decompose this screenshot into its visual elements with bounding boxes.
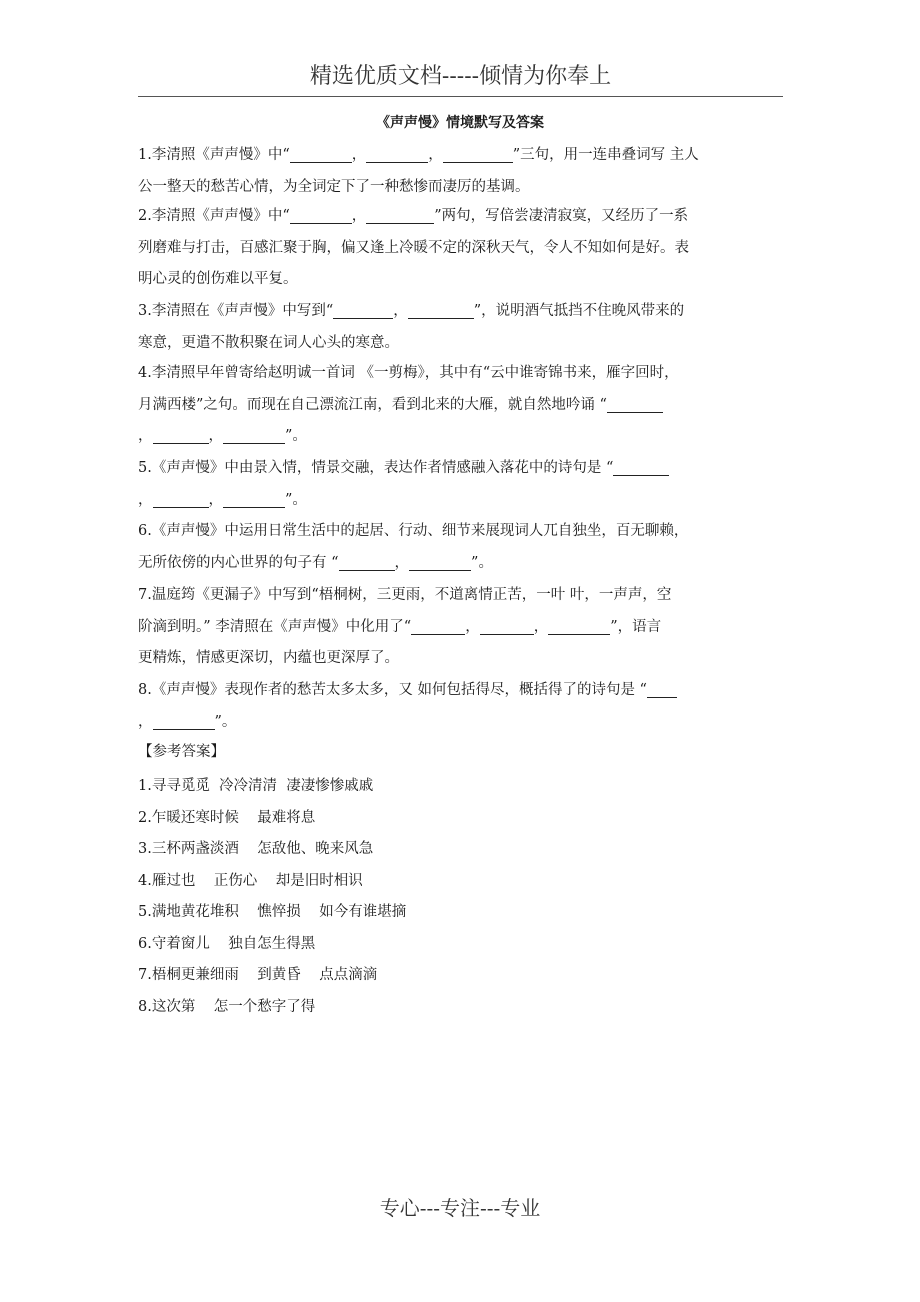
question-text: ”三句，用一连串叠词写 主人 (512, 147, 699, 163)
answer-blank (366, 205, 434, 224)
page-footer: 专心---专注---专业 (379, 1196, 541, 1220)
comma: ， (138, 491, 153, 508)
comma: ， (208, 428, 223, 444)
question-line (138, 612, 783, 644)
question-3 (138, 296, 783, 359)
comma: ， (428, 147, 443, 163)
question-line (138, 548, 783, 580)
answer-blank (290, 205, 352, 224)
question-text: ”，语言 (610, 618, 662, 635)
comma: ， (138, 713, 153, 730)
question-text: ”两句，写倍尝凄清寂寞，又经历了一系 (434, 208, 689, 224)
answer-item: 2.乍暖还寒时候 最难将息 (138, 810, 316, 826)
question-line (138, 707, 783, 739)
question-text: 5.《声声慢》中由景入情，情景交融，表达作者情感融入落花中的诗句是 “ (138, 460, 614, 476)
question-line: 公一整天的愁苦心情，为全词定下了一种愁惨而凄厉的基调。 (138, 178, 530, 195)
comma: ， (533, 618, 549, 635)
question-line: 列磨难与打击，百感汇聚于胸，偏又逢上冷暖不定的深秋天气，令人不知如何是好。表 (138, 239, 689, 256)
answer-blank (290, 144, 352, 163)
question-line: 明心灵的创伤难以平复。 (138, 271, 298, 287)
question-text: 月满西楼”之句。而现在自己漂流江南，看到北来的大雁，就自然地吟诵 “ (138, 396, 607, 413)
comma: ， (394, 554, 410, 571)
answer-item: 3.三杯两盏淡酒 怎敌他、晚来风急 (138, 841, 374, 857)
question-6 (138, 516, 783, 579)
question-line: 寒意，更遣不散积聚在词人心头的寒意。 (138, 334, 399, 351)
comma: ， (351, 147, 367, 163)
question-text: ”。 (471, 554, 493, 571)
answer-blank (153, 711, 215, 730)
answer-blank (411, 616, 465, 635)
answer-item: 7.梧桐更兼细雨 到黄昏 点点滴滴 (138, 967, 378, 983)
question-text: 3.李清照在《声声慢》中写到“ (138, 303, 334, 319)
question-line (138, 453, 783, 485)
answer-blank (409, 552, 471, 571)
question-1 (138, 140, 783, 203)
question-text: 无所依傍的内心世界的句子有 “ (138, 554, 339, 571)
document-title: 《声声慢》情境默写及答案 (376, 115, 544, 131)
comma: ， (465, 618, 480, 635)
comma: ， (208, 491, 223, 508)
answer-blank (607, 394, 663, 413)
question-8 (138, 675, 783, 738)
answer-blank (339, 552, 395, 571)
answer-blank (647, 679, 677, 698)
answer-blank (366, 144, 428, 163)
question-7 (138, 580, 783, 675)
question-2 (138, 201, 783, 296)
answer-blank (223, 425, 285, 444)
question-text: ”。 (214, 713, 237, 730)
answer-blank (153, 425, 209, 444)
answer-blank (443, 144, 513, 163)
question-text: ”。 (285, 428, 307, 444)
question-line (138, 675, 783, 707)
answer-blank (223, 489, 285, 508)
question-4 (138, 358, 783, 453)
question-text: 2.李清照《声声慢》中“ (138, 208, 290, 224)
question-line (138, 140, 783, 172)
answer-blank (480, 616, 534, 635)
comma: ， (393, 303, 408, 319)
question-line (138, 421, 783, 453)
comma: ， (138, 428, 153, 444)
question-line (138, 296, 783, 328)
answer-blank (408, 300, 474, 319)
question-line (138, 485, 783, 517)
question-line (138, 201, 783, 233)
answer-blank (613, 457, 669, 476)
question-text: ”。 (285, 491, 307, 508)
answer-item: 8.这次第 怎一个愁字了得 (138, 999, 316, 1015)
answer-item: 5.满地黄花堆积 憔悴损 如今有谁堪摘 (138, 904, 407, 920)
question-text: ”，说明酒气抵挡不住晚风带来的 (473, 303, 685, 319)
comma: ， (351, 208, 367, 224)
answer-blank (548, 616, 610, 635)
answer-item: 6.守着窗儿 独自怎生得黑 (138, 936, 316, 952)
question-line: 更精炼，情感更深切，内蕴也更深厚了。 (138, 650, 399, 666)
question-line: 4.李清照早年曾寄给赵明诚一首词 《一剪梅》，其中有“云中谁寄锦书来，雁字回时， (138, 365, 679, 381)
answer-blank (153, 489, 209, 508)
question-text: 1.李清照《声声慢》中“ (138, 147, 290, 163)
question-text: 阶滴到明。” 李清照在《声声慢》中化用了“ (138, 618, 412, 635)
question-line: 6.《声声慢》中运用日常生活中的起居、行动、细节来展现词人兀自独坐，百无聊赖， (138, 523, 689, 539)
answer-item: 4.雁过也 正伤心 却是旧时相识 (138, 873, 363, 889)
question-text: 8.《声声慢》表现作者的愁苦太多太多，又 如何包括得尽，概括得了的诗句是 “ (138, 682, 647, 698)
answer-blank (333, 300, 393, 319)
question-5 (138, 453, 783, 516)
answers-heading: 【参考答案】 (138, 744, 225, 760)
answer-item: 1.寻寻觅觅 冷冷清清 凄凄惨惨戚戚 (138, 778, 374, 794)
page-header: 精选优质文档-----倾情为你奉上 (138, 62, 783, 97)
question-line: 7.温庭筠《更漏子》中写到“梧桐树，三更雨，不道离情正苦，一叶 叶，一声声，空 (138, 587, 672, 603)
question-line (138, 390, 783, 422)
